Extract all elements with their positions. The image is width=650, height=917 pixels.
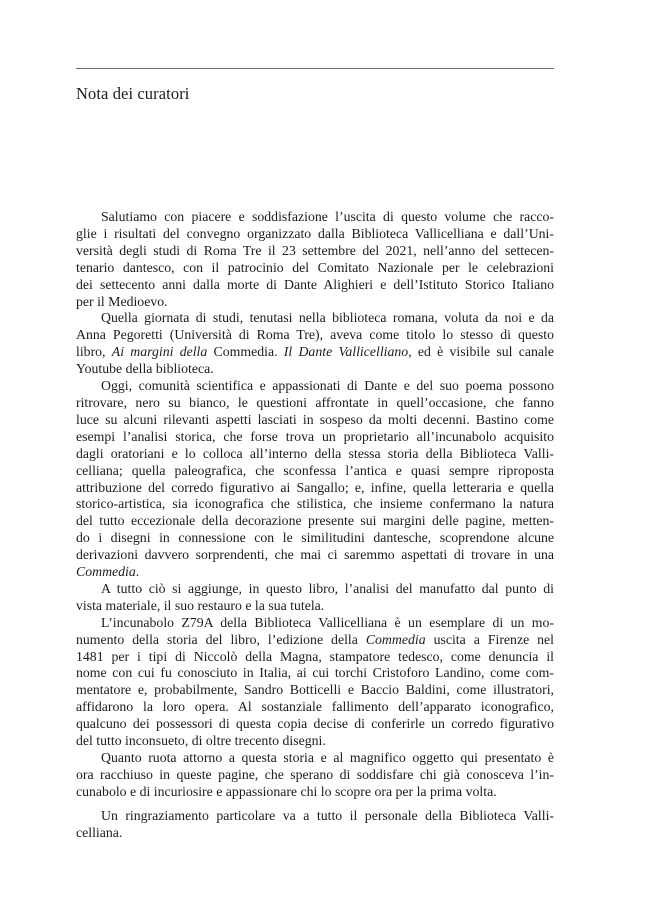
- text-line: celliana; quella paleografica, che sconfessa l’antica e quasi sempre riproposta: [76, 462, 554, 478]
- body-text: [76, 209, 554, 842]
- text-line: del tutto eccezionale della decorazione presente sui margini delle pagine, metten-: [76, 513, 554, 529]
- text-line: A tutto ciò si aggiunge, in questo libro, l’analisi del manufatto dal punto di: [101, 580, 554, 596]
- paragraph: [76, 209, 554, 310]
- text-line: Un ringraziamento particolare va a tutto il personale della Biblioteca Valli-: [101, 807, 554, 823]
- text-line: attribuzione del corredo figurativo ai Sangallo; e, infine, quella letteraria e quella: [76, 479, 554, 495]
- text-line: 1481 per i tipi di Niccolò della Magna, stampatore tedesco, come denuncia il: [76, 648, 554, 664]
- header-rule: [76, 68, 554, 69]
- text-line: luce su alcuni rilevanti aspetti lasciati in sospeso da molti decenni. Bastino come: [76, 411, 554, 427]
- text-line: affidarono la loro opera. Al sostanziale fallimento dell’apparato iconografico,: [76, 699, 554, 715]
- text-line: [76, 564, 554, 581]
- italic-title: Commedia: [76, 564, 136, 580]
- paragraph: [76, 615, 554, 750]
- text-line: esempi l’analisi storica, che forse trova un proprietario all’incunabolo acquisito: [76, 428, 554, 444]
- text-line: ora racchiuso in queste pagine, che sperano di soddisfare chi già conosceva l’in-: [76, 766, 554, 782]
- text-line: Quanto ruota attorno a questa storia e al magnifico oggetto qui presentato è: [101, 750, 554, 765]
- paragraph: [76, 581, 554, 615]
- text-segment: libro,: [76, 344, 112, 360]
- text-segment: .: [135, 564, 140, 580]
- text-line: versità degli studi di Roma Tre il 23 settembre del 2021, nell’anno del settecen-: [76, 242, 554, 258]
- text-line: ritrovare, nero su bianco, le questioni affrontate in quell’occasione, che fanno: [76, 394, 554, 410]
- text-segment: Commedia.: [207, 344, 284, 360]
- text-line: del tutto inconsueto, di oltre trecento disegni.: [76, 733, 326, 749]
- paragraph: [76, 310, 554, 378]
- paragraph: [76, 750, 554, 801]
- text-line: dei settecento anni dalla morte di Dante Alighieri e dell’Istituto Storico Italiano: [76, 276, 554, 292]
- text-line: do i disegni in connessione con le similitudini dantesche, scoprendone alcune: [76, 530, 554, 546]
- text-line: Youtube della biblioteca.: [76, 361, 214, 377]
- text-line: [76, 344, 554, 361]
- text-line: Salutiamo con piacere e soddisfazione l’uscita di questo volume che racco-: [101, 209, 554, 224]
- text-line: nome con cui fu conosciuto in Italia, ai cui torchi Cristoforo Landino, come com-: [76, 665, 554, 681]
- text-line: storico-artistica, sia iconografica che stilistica, che insieme confermano la natura: [76, 496, 554, 512]
- text-line: L’incunabolo Z79A della Biblioteca Vallicelliana è un esemplare di un mo-: [101, 614, 554, 630]
- text-line: qualcuno dei possessori di questa copia decise di conferirle un corredo figurativo: [76, 716, 554, 732]
- text-line: [76, 632, 554, 649]
- text-line: glie i risultati del convegno organizzato dalla Biblioteca Vallicelliana e dall’Uni-: [76, 225, 554, 241]
- text-segment: , ed è visibile sul canale: [408, 344, 554, 360]
- italic-title: Il Dante Vallicelliano: [283, 344, 409, 360]
- text-line: cunabolo e di incuriosire e appassionare chi lo scopre ora per la prima volta.: [76, 783, 497, 799]
- text-line: celliana.: [76, 824, 123, 840]
- text-line: derivazioni davvero sorprendenti, che mai ci saremmo aspettati di trovare in una: [76, 547, 554, 563]
- italic-title: Ai margini della: [111, 344, 208, 360]
- text-line: Oggi, comunità scientifica e appassionati di Dante e del suo poema possono: [101, 378, 554, 394]
- paragraph: [76, 808, 554, 842]
- text-line: per il Medioevo.: [76, 293, 168, 309]
- italic-title: Commedia: [365, 631, 426, 647]
- text-segment: uscita a Firenze nel: [425, 631, 555, 647]
- text-segment: numento della storia del libro, l’edizione della: [76, 631, 366, 647]
- text-line: vista materiale, il suo restauro e la sua tutela.: [76, 597, 325, 613]
- text-line: dagli oratoriani e lo colloca all’interno della stessa storia della Biblioteca Valli-: [76, 445, 554, 461]
- text-line: tenario dantesco, con il patrocinio del Comitato Nazionale per le celebrazioni: [76, 259, 554, 275]
- text-line: Quella giornata di studi, tenutasi nella biblioteca romana, voluta da noi e da: [101, 310, 554, 326]
- paragraph: [76, 378, 554, 581]
- text-line: mentatore e, probabilmente, Sandro Botticelli e Baccio Baldini, come illustratori,: [76, 682, 554, 698]
- page-title: Nota dei curatori: [76, 84, 190, 103]
- text-line: Anna Pegoretti (Università di Roma Tre), aveva come titolo lo stesso di questo: [76, 327, 554, 343]
